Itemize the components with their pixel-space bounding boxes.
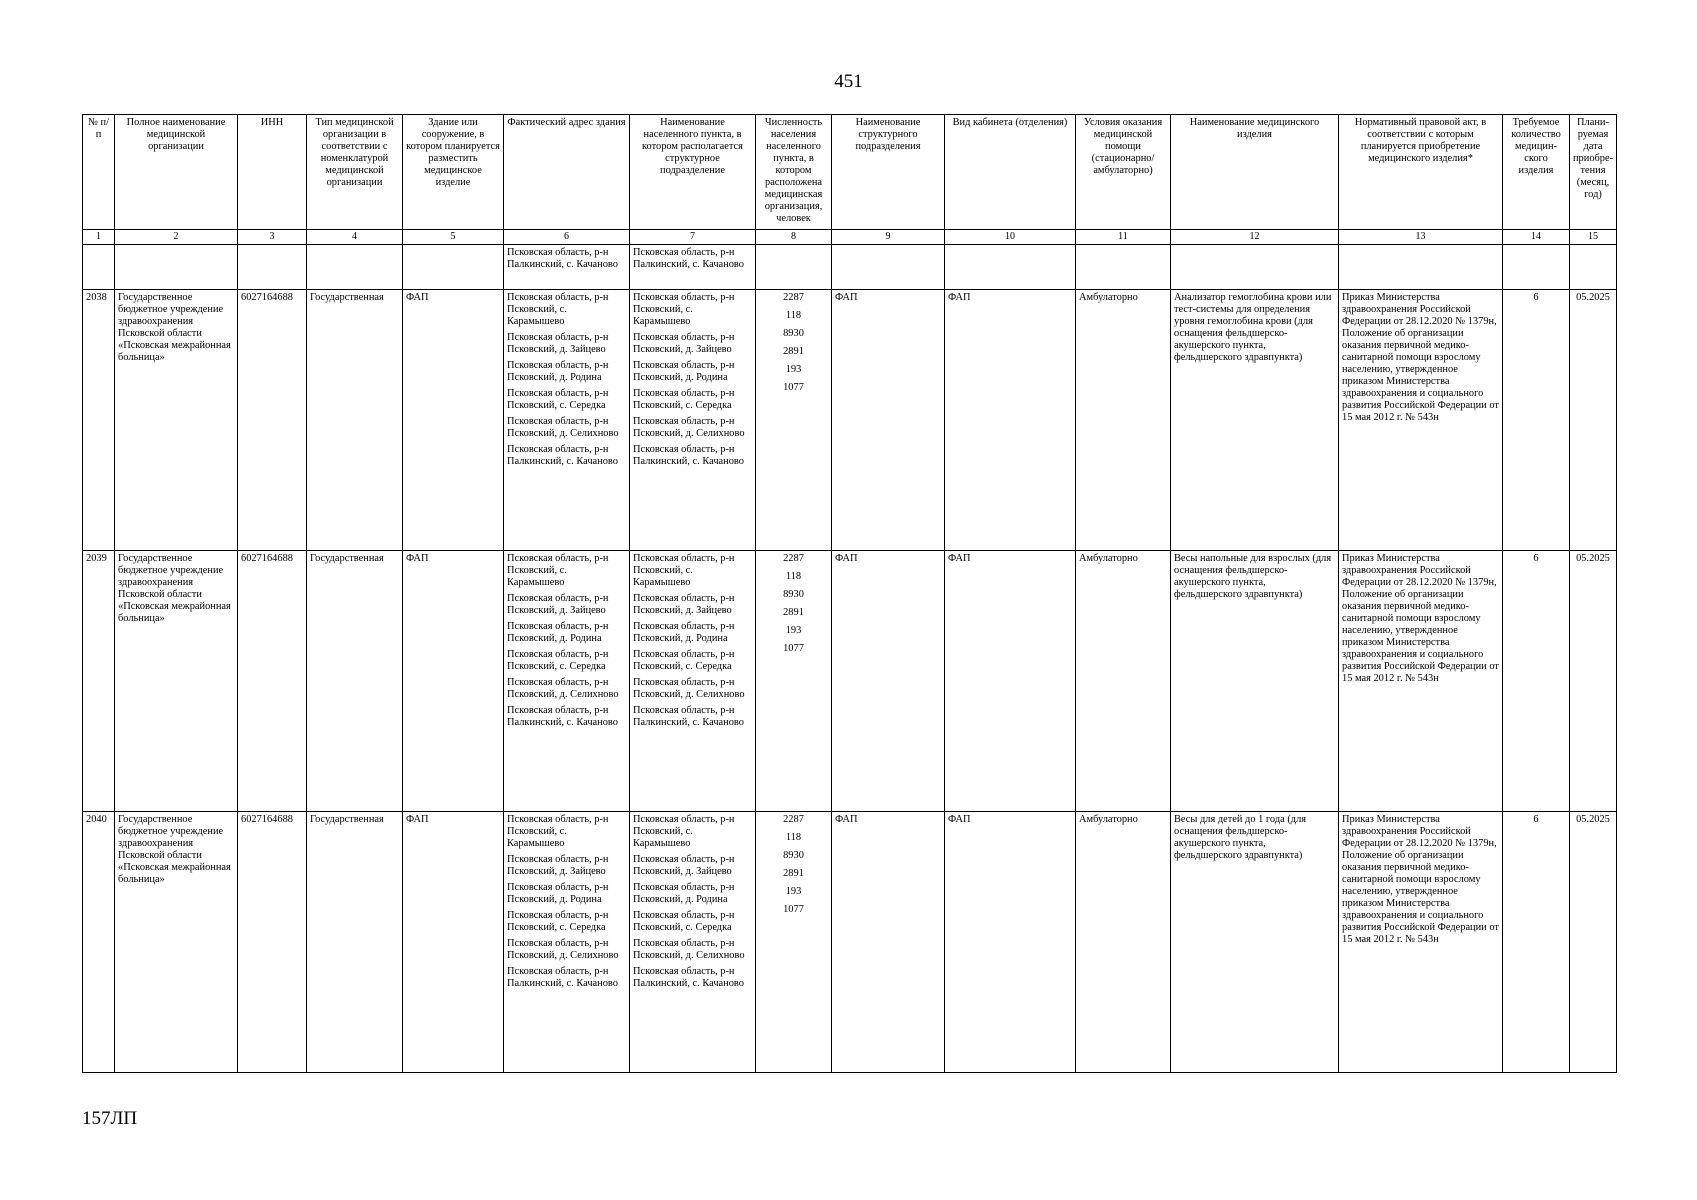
column-number: 2 bbox=[115, 230, 238, 245]
cell-num bbox=[83, 245, 115, 290]
address-item: Псковская область, р-н Псковский, с. Середка bbox=[507, 388, 609, 411]
cell-cabinet: ФАП bbox=[945, 812, 1076, 1073]
column-header: Здание или сооружение, в котором планируется разместить медицинское изделие bbox=[403, 115, 504, 230]
column-header: Условия оказания медицинской помощи (стационарно/ амбулаторно) bbox=[1076, 115, 1171, 230]
cell-cabinet: ФАП bbox=[945, 290, 1076, 551]
settlement-item: Псковская область, р-н Псковский, д. Зайцево bbox=[633, 332, 735, 355]
column-number: 15 bbox=[1570, 230, 1617, 245]
settlement-item: Псковская область, р-н Псковский, д. Родина bbox=[633, 882, 735, 905]
address-item: Псковская область, р-н Псковский, с. Карамышево bbox=[507, 553, 609, 588]
cell-address bbox=[504, 812, 630, 1073]
cell-conditions: Амбулаторно bbox=[1076, 812, 1171, 1073]
cell-org-type bbox=[307, 245, 403, 290]
column-header: № п/п bbox=[83, 115, 115, 230]
population-item: 118 bbox=[785, 571, 802, 582]
cell-device: Весы для детей до 1 года (для оснащения фельдшерско-акушерского пункта, фельдшерского здравпункта) bbox=[1171, 812, 1339, 1073]
address-item: Псковская область, р-н Псковский, с. Середка bbox=[507, 910, 609, 933]
settlement-item: Псковская область, р-н Псковский, д. Селихново bbox=[633, 938, 745, 961]
cell-conditions: Амбулаторно bbox=[1076, 551, 1171, 812]
cell-unit bbox=[832, 245, 945, 290]
cell-org-type: Государственная bbox=[307, 290, 403, 551]
population-item: 193 bbox=[785, 625, 802, 636]
population-item: 193 bbox=[785, 886, 802, 897]
settlement-item: Псковская область, р-н Псковский, с. Карамышево bbox=[633, 814, 735, 849]
column-number: 5 bbox=[403, 230, 504, 245]
cell-building bbox=[403, 245, 504, 290]
column-number: 9 bbox=[832, 230, 945, 245]
column-header: Нормативный правовой акт, в соответствии с которым планируется приобретение медицинского изделия* bbox=[1339, 115, 1503, 230]
settlement-item: Псковская область, р-н Псковский, д. Зайцево bbox=[633, 854, 735, 877]
population-item: 2287 bbox=[783, 292, 804, 303]
population-item: 2891 bbox=[783, 607, 804, 618]
cell-act: Приказ Министерства здравоохранения Российской Федерации от 28.12.2020 № 1379н, Положение об организации оказания первичной медико-санитарной помощи взрослому населению, утвержденное приказом Министерства здравоохранения и социального развития Российской Федерации от 15 мая 2012 г. № 543н bbox=[1339, 812, 1503, 1073]
cell-inn: 6027164688 bbox=[238, 812, 307, 1073]
column-header: Требуемое количество медицин-ского изделия bbox=[1503, 115, 1570, 230]
cell-date bbox=[1570, 245, 1617, 290]
population-item: 8930 bbox=[783, 328, 804, 339]
cell-address bbox=[504, 290, 630, 551]
cell-qty: 6 bbox=[1503, 812, 1570, 1073]
header-row bbox=[83, 115, 1617, 230]
address-item: Псковская область, р-н Псковский, д. Родина bbox=[507, 360, 609, 383]
address-item: Псковская область, р-н Палкинский, с. Качаново bbox=[507, 705, 618, 728]
cell-qty: 6 bbox=[1503, 290, 1570, 551]
column-number: 8 bbox=[756, 230, 832, 245]
settlement-item: Псковская область, р-н Псковский, с. Середка bbox=[633, 388, 735, 411]
column-header: Фактический адрес здания bbox=[504, 115, 630, 230]
footer-code: 157ЛП bbox=[82, 1108, 138, 1129]
population-item: 1077 bbox=[783, 904, 804, 915]
population-item: 8930 bbox=[783, 589, 804, 600]
settlement-item: Псковская область, р-н Псковский, д. Родина bbox=[633, 360, 735, 383]
cell-org-type: Государственная bbox=[307, 551, 403, 812]
column-number: 3 bbox=[238, 230, 307, 245]
population-item: 2287 bbox=[783, 814, 804, 825]
column-number: 4 bbox=[307, 230, 403, 245]
cell-date: 05.2025 bbox=[1570, 812, 1617, 1073]
column-number: 12 bbox=[1171, 230, 1339, 245]
settlement-item: Псковская область, р-н Псковский, с. Карамышево bbox=[633, 553, 735, 588]
population-item: 2891 bbox=[783, 346, 804, 357]
population-item: 8930 bbox=[783, 850, 804, 861]
column-header: Тип медицинской организации в соответствии с номенклатурой медицинской организации bbox=[307, 115, 403, 230]
table-row bbox=[83, 812, 1617, 1073]
address-item: Псковская область, р-н Псковский, д. Селихново bbox=[507, 677, 619, 700]
column-header: Наименование медицинского изделия bbox=[1171, 115, 1339, 230]
settlement-item: Псковская область, р-н Псковский, д. Селихново bbox=[633, 677, 745, 700]
cell-unit: ФАП bbox=[832, 551, 945, 812]
cell-device bbox=[1171, 245, 1339, 290]
settlement-item: Псковская область, р-н Псковский, д. Селихново bbox=[633, 416, 745, 439]
column-number: 11 bbox=[1076, 230, 1171, 245]
column-header: ИНН bbox=[238, 115, 307, 230]
cell-org bbox=[115, 245, 238, 290]
column-header: Плани-руемая дата приобре-тения (месяц, год) bbox=[1570, 115, 1617, 230]
column-number: 14 bbox=[1503, 230, 1570, 245]
column-number: 10 bbox=[945, 230, 1076, 245]
cell-unit: ФАП bbox=[832, 290, 945, 551]
column-header: Полное наименование медицинской организации bbox=[115, 115, 238, 230]
cell-qty bbox=[1503, 245, 1570, 290]
settlement-item: Псковская область, р-н Псковский, д. Родина bbox=[633, 621, 735, 644]
cell-date: 05.2025 bbox=[1570, 551, 1617, 812]
continuation-row bbox=[83, 245, 1617, 290]
cell-population bbox=[756, 290, 832, 551]
cell-num: 2040 bbox=[83, 812, 115, 1073]
cell-cabinet: ФАП bbox=[945, 551, 1076, 812]
cell-address: Псковская область, р-н Палкинский, с. Качаново bbox=[504, 245, 630, 290]
population-item: 118 bbox=[785, 310, 802, 321]
settlement-item: Псковская область, р-н Палкинский, с. Качаново bbox=[633, 444, 744, 467]
settlement-item: Псковская область, р-н Псковский, с. Карамышево bbox=[633, 292, 735, 327]
cell-address bbox=[504, 551, 630, 812]
address-item: Псковская область, р-н Псковский, д. Зайцево bbox=[507, 854, 609, 877]
address-item: Псковская область, р-н Псковский, д. Родина bbox=[507, 621, 609, 644]
population-item: 118 bbox=[785, 832, 802, 843]
cell-population bbox=[756, 551, 832, 812]
cell-settlement bbox=[630, 812, 756, 1073]
cell-date: 05.2025 bbox=[1570, 290, 1617, 551]
address-item: Псковская область, р-н Палкинский, с. Качаново bbox=[507, 966, 618, 989]
column-number: 7 bbox=[630, 230, 756, 245]
cell-building: ФАП bbox=[403, 290, 504, 551]
medical-devices-table bbox=[82, 114, 1617, 1073]
cell-act bbox=[1339, 245, 1503, 290]
column-header: Наименование населенного пункта, в котором располагается структурное подразделение bbox=[630, 115, 756, 230]
address-item: Псковская область, р-н Псковский, с. Середка bbox=[507, 649, 609, 672]
address-item: Псковская область, р-н Псковский, д. Родина bbox=[507, 882, 609, 905]
column-number-row bbox=[83, 230, 1617, 245]
address-item: Псковская область, р-н Псковский, д. Зайцево bbox=[507, 332, 609, 355]
population-item: 1077 bbox=[783, 382, 804, 393]
population-item: 1077 bbox=[783, 643, 804, 654]
cell-num: 2038 bbox=[83, 290, 115, 551]
cell-population bbox=[756, 245, 832, 290]
cell-inn bbox=[238, 245, 307, 290]
settlement-item: Псковская область, р-н Палкинский, с. Качаново bbox=[633, 966, 744, 989]
settlement-item: Псковская область, р-н Псковский, с. Середка bbox=[633, 910, 735, 933]
cell-inn: 6027164688 bbox=[238, 551, 307, 812]
table-row bbox=[83, 290, 1617, 551]
address-item: Псковская область, р-н Псковский, д. Зайцево bbox=[507, 593, 609, 616]
column-number: 6 bbox=[504, 230, 630, 245]
cell-act: Приказ Министерства здравоохранения Российской Федерации от 28.12.2020 № 1379н, Положение об организации оказания первичной медико-санитарной помощи взрослому населению, утвержденное приказом Министерства здравоохранения и социального развития Российской Федерации от 15 мая 2012 г. № 543н bbox=[1339, 290, 1503, 551]
address-item: Псковская область, р-н Псковский, д. Селихново bbox=[507, 938, 619, 961]
cell-act: Приказ Министерства здравоохранения Российской Федерации от 28.12.2020 № 1379н, Положение об организации оказания первичной медико-санитарной помощи взрослому населению, утвержденное приказом Министерства здравоохранения и социального развития Российской Федерации от 15 мая 2012 г. № 543н bbox=[1339, 551, 1503, 812]
column-header: Вид кабинета (отделения) bbox=[945, 115, 1076, 230]
cell-building: ФАП bbox=[403, 812, 504, 1073]
cell-conditions bbox=[1076, 245, 1171, 290]
address-item: Псковская область, р-н Псковский, с. Карамышево bbox=[507, 292, 609, 327]
settlement-item: Псковская область, р-н Псковский, д. Зайцево bbox=[633, 593, 735, 616]
cell-settlement bbox=[630, 551, 756, 812]
cell-org: Государственное бюджетное учреждение здравоохранения Псковской области «Псковская межрайонная больница» bbox=[115, 551, 238, 812]
column-number: 1 bbox=[83, 230, 115, 245]
table-row bbox=[83, 551, 1617, 812]
cell-qty: 6 bbox=[1503, 551, 1570, 812]
cell-org: Государственное бюджетное учреждение здравоохранения Псковской области «Псковская межрайонная больница» bbox=[115, 812, 238, 1073]
cell-inn: 6027164688 bbox=[238, 290, 307, 551]
column-header: Численность населения населенного пункта, в котором расположена медицинская организация, человек bbox=[756, 115, 832, 230]
address-item: Псковская область, р-н Псковский, с. Карамышево bbox=[507, 814, 609, 849]
cell-org-type: Государственная bbox=[307, 812, 403, 1073]
settlement-item: Псковская область, р-н Палкинский, с. Качаново bbox=[633, 705, 744, 728]
cell-building: ФАП bbox=[403, 551, 504, 812]
settlement-item: Псковская область, р-н Псковский, с. Середка bbox=[633, 649, 735, 672]
population-item: 193 bbox=[785, 364, 802, 375]
population-item: 2287 bbox=[783, 553, 804, 564]
cell-unit: ФАП bbox=[832, 812, 945, 1073]
address-item: Псковская область, р-н Псковский, д. Селихново bbox=[507, 416, 619, 439]
page-number: 451 bbox=[834, 71, 863, 92]
cell-settlement: Псковская область, р-н Палкинский, с. Качаново bbox=[630, 245, 756, 290]
cell-population bbox=[756, 812, 832, 1073]
cell-device: Весы напольные для взрослых (для оснащения фельдшерско-акушерского пункта, фельдшерского здравпункта) bbox=[1171, 551, 1339, 812]
cell-cabinet bbox=[945, 245, 1076, 290]
address-item: Псковская область, р-н Палкинский, с. Качаново bbox=[507, 444, 618, 467]
cell-device: Анализатор гемоглобина крови или тест-системы для определения уровня гемоглобина крови (для оснащения фельдшерско-акушерского пункта, фельдшерского здравпункта) bbox=[1171, 290, 1339, 551]
cell-conditions: Амбулаторно bbox=[1076, 290, 1171, 551]
cell-num: 2039 bbox=[83, 551, 115, 812]
cell-org: Государственное бюджетное учреждение здравоохранения Псковской области «Псковская межрайонная больница» bbox=[115, 290, 238, 551]
population-item: 2891 bbox=[783, 868, 804, 879]
column-number: 13 bbox=[1339, 230, 1503, 245]
cell-settlement bbox=[630, 290, 756, 551]
column-header: Наименование структурного подразделения bbox=[832, 115, 945, 230]
